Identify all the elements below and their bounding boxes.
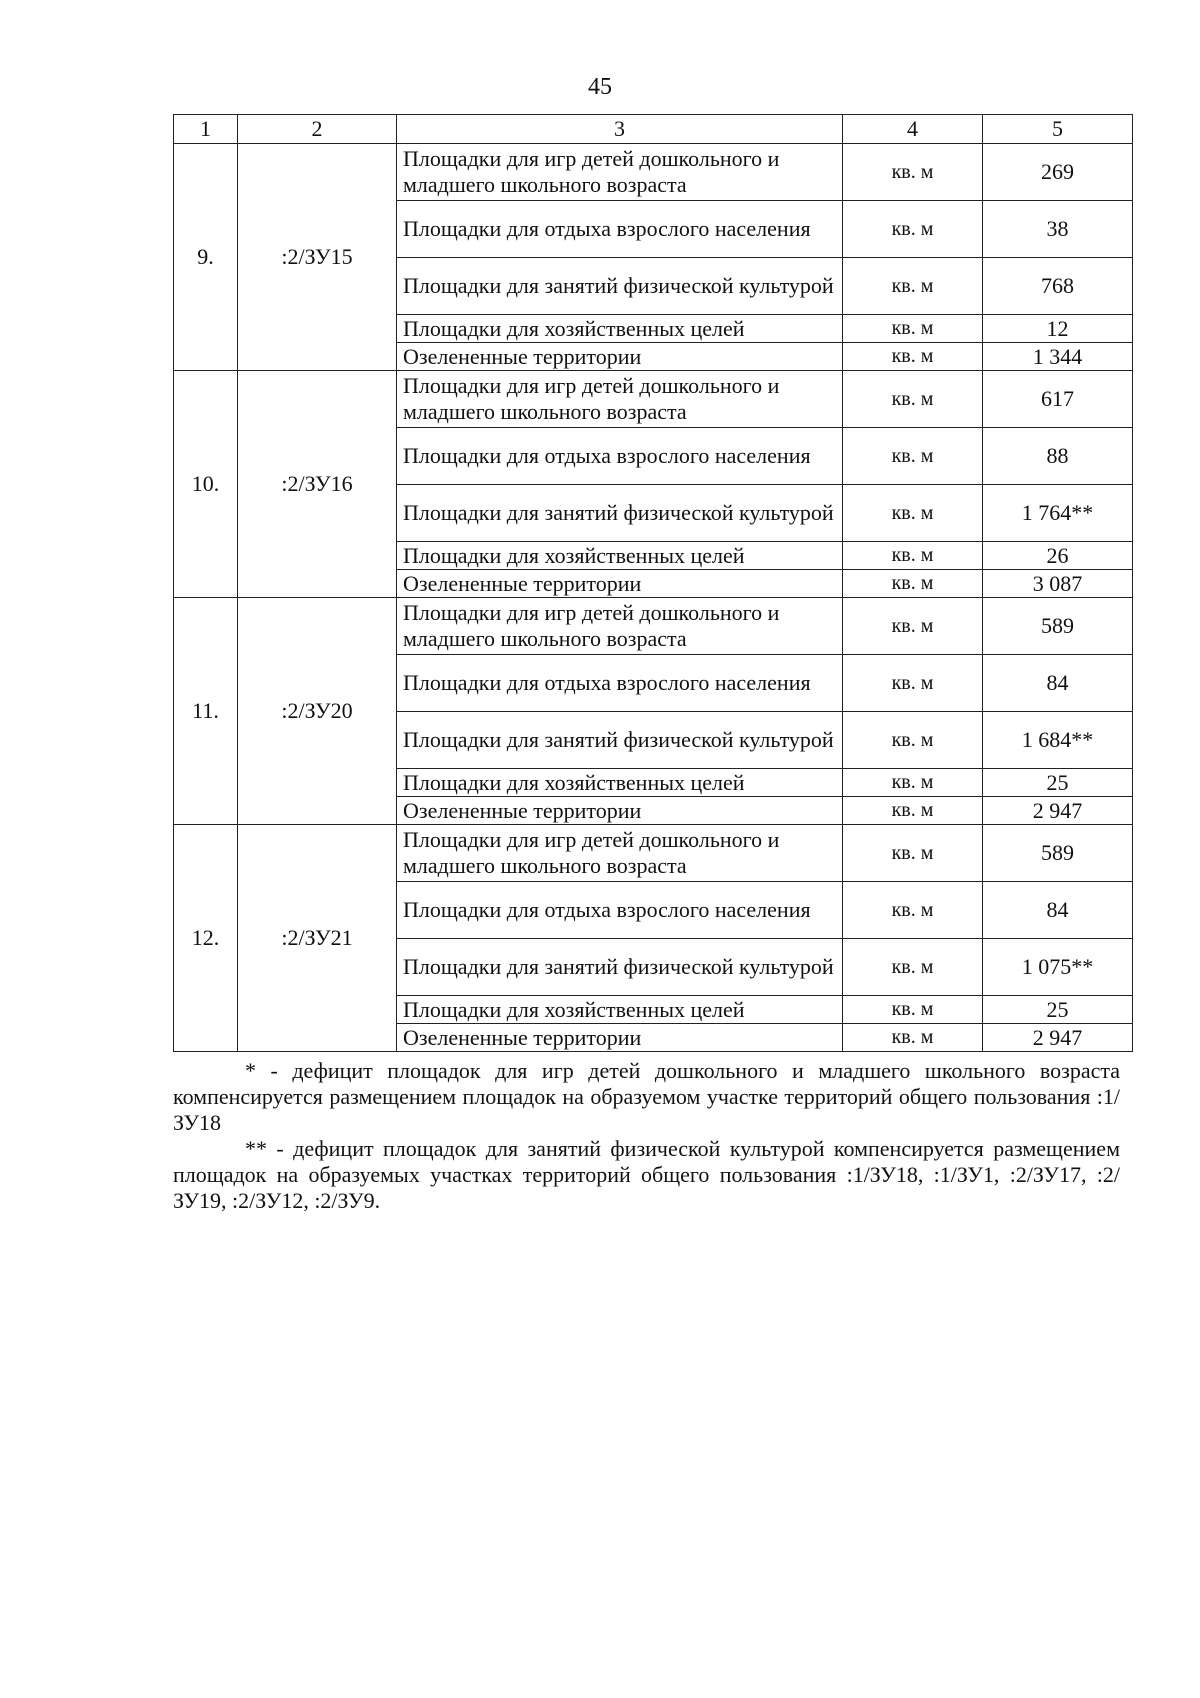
area-value: 12 <box>983 315 1133 343</box>
table-row <box>174 825 1133 882</box>
unit-cell: кв. м <box>843 201 983 258</box>
facility-description: Озелененные территории <box>397 797 843 825</box>
unit-cell: кв. м <box>843 258 983 315</box>
row-number: 10. <box>174 371 238 598</box>
unit-cell: кв. м <box>843 315 983 343</box>
facility-description: Площадки для отдыха взрослого населения <box>397 201 843 258</box>
area-value: 617 <box>983 371 1133 428</box>
unit-cell: кв. м <box>843 797 983 825</box>
facility-description: Площадки для занятий физической культурой <box>397 712 843 769</box>
parcel-code: :2/ЗУ15 <box>238 144 397 371</box>
header-cell: 2 <box>238 115 397 144</box>
parcel-code: :2/ЗУ16 <box>238 371 397 598</box>
parcel-code: :2/ЗУ20 <box>238 598 397 825</box>
area-value: 3 087 <box>983 570 1133 598</box>
unit-cell: кв. м <box>843 996 983 1024</box>
unit-cell: кв. м <box>843 542 983 570</box>
unit-cell: кв. м <box>843 144 983 201</box>
facility-description: Площадки для отдыха взрослого населения <box>397 428 843 485</box>
unit-cell: кв. м <box>843 570 983 598</box>
area-table <box>173 114 1133 1052</box>
header-cell: 4 <box>843 115 983 144</box>
facility-description: Площадки для хозяйственных целей <box>397 542 843 570</box>
facility-description: Площадки для занятий физической культурой <box>397 258 843 315</box>
facility-description: Площадки для занятий физической культурой <box>397 485 843 542</box>
unit-cell: кв. м <box>843 371 983 428</box>
facility-description: Озелененные территории <box>397 343 843 371</box>
area-value: 1 684** <box>983 712 1133 769</box>
unit-cell: кв. м <box>843 485 983 542</box>
unit-cell: кв. м <box>843 882 983 939</box>
area-value: 25 <box>983 996 1133 1024</box>
header-cell: 3 <box>397 115 843 144</box>
facility-description: Площадки для хозяйственных целей <box>397 315 843 343</box>
unit-cell: кв. м <box>843 712 983 769</box>
area-value: 26 <box>983 542 1133 570</box>
row-number: 11. <box>174 598 238 825</box>
area-value: 25 <box>983 769 1133 797</box>
facility-description: Озелененные территории <box>397 570 843 598</box>
area-value: 38 <box>983 201 1133 258</box>
unit-cell: кв. м <box>843 769 983 797</box>
table-header-row <box>174 115 1133 144</box>
area-value: 269 <box>983 144 1133 201</box>
unit-cell: кв. м <box>843 655 983 712</box>
row-number: 12. <box>174 825 238 1052</box>
facility-description: Площадки для хозяйственных целей <box>397 769 843 797</box>
header-cell: 1 <box>174 115 238 144</box>
unit-cell: кв. м <box>843 825 983 882</box>
table-row <box>174 371 1133 428</box>
area-value: 84 <box>983 882 1133 939</box>
area-value: 2 947 <box>983 797 1133 825</box>
unit-cell: кв. м <box>843 343 983 371</box>
area-value: 84 <box>983 655 1133 712</box>
area-value: 88 <box>983 428 1133 485</box>
unit-cell: кв. м <box>843 1024 983 1052</box>
header-cell: 5 <box>983 115 1133 144</box>
area-value: 589 <box>983 825 1133 882</box>
page-number: 45 <box>588 74 612 100</box>
area-value: 1 764** <box>983 485 1133 542</box>
parcel-code: :2/ЗУ21 <box>238 825 397 1052</box>
facility-description: Площадки для игр детей дошкольного и младшего школьного возраста <box>397 371 843 428</box>
table-row <box>174 598 1133 655</box>
area-value: 1 344 <box>983 343 1133 371</box>
area-value: 589 <box>983 598 1133 655</box>
footnote: ** - дефицит площадок для занятий физической культурой компенсируется размещением площадок на образуемых участках территорий общего пользования :1/ЗУ18, :1/ЗУ1, :2/ЗУ17, :2/ЗУ19, :2/ЗУ12, :2/ЗУ9. <box>173 1136 1120 1213</box>
facility-description: Площадки для хозяйственных целей <box>397 996 843 1024</box>
facility-description: Площадки для игр детей дошкольного и младшего школьного возраста <box>397 144 843 201</box>
unit-cell: кв. м <box>843 598 983 655</box>
row-number: 9. <box>174 144 238 371</box>
area-value: 1 075** <box>983 939 1133 996</box>
table-row <box>174 144 1133 201</box>
facility-description: Площадки для игр детей дошкольного и младшего школьного возраста <box>397 598 843 655</box>
footnotes <box>173 1058 1120 1214</box>
area-value: 2 947 <box>983 1024 1133 1052</box>
facility-description: Площадки для игр детей дошкольного и младшего школьного возраста <box>397 825 843 882</box>
unit-cell: кв. м <box>843 939 983 996</box>
unit-cell: кв. м <box>843 428 983 485</box>
area-value: 768 <box>983 258 1133 315</box>
facility-description: Площадки для отдыха взрослого населения <box>397 655 843 712</box>
facility-description: Площадки для занятий физической культурой <box>397 939 843 996</box>
facility-description: Площадки для отдыха взрослого населения <box>397 882 843 939</box>
footnote: * - дефицит площадок для игр детей дошкольного и младшего школьного возраста компенсируется размещением площадок на образуемом участке территорий общего пользования :1/ЗУ18 <box>173 1058 1120 1135</box>
facility-description: Озелененные территории <box>397 1024 843 1052</box>
